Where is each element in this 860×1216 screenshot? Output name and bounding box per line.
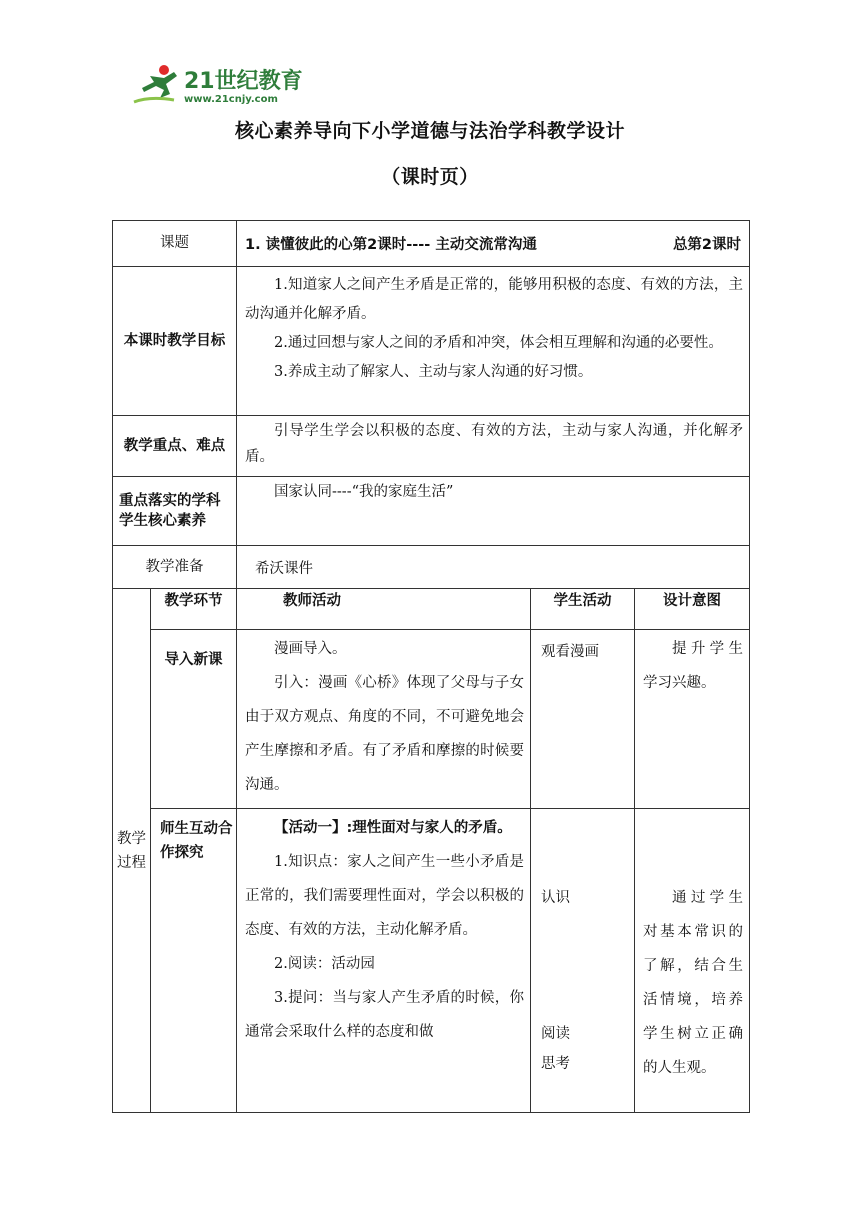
column-header: 设计意图 (635, 589, 750, 630)
student-activity: 认识 (541, 890, 570, 906)
logo (130, 62, 310, 108)
student-activity: 观看漫画 (531, 630, 635, 809)
logo-brand: 21世纪教育 (184, 69, 303, 94)
logo-url: www.21cnjy.com (184, 94, 278, 105)
process-label: 教学过程 (113, 589, 151, 1113)
design-intent: 通过学生对基本常识的了解，结合生活情境，培养学生树立正确的人生观。 (643, 890, 744, 1076)
page-subtitle: （课时页） (381, 166, 479, 188)
stage-label: 师生互动合作探究 (151, 809, 237, 1113)
core-literacy-value: 国家认同----“我的家庭生活” (274, 484, 454, 500)
teacher-activity: 引入：漫画《心桥》体现了父母与子女由于双方观点、角度的不同，不可避免地会产生摩擦和矛盾。有了矛盾和摩擦的时候要沟通。 (245, 675, 524, 793)
objective-item: 2.通过回想与家人之间的矛盾和冲突，体会相互理解和沟通的必要性。 (274, 335, 723, 351)
core-literacy-label: 重点落实的学科学生核心素养 (113, 477, 237, 546)
column-header: 教师活动 (237, 589, 531, 630)
preparation-label: 教学准备 (113, 546, 237, 589)
objective-item: 1.知道家人之间产生矛盾是正常的，能够用积极的态度、有效的方法，主动沟通并化解矛盾。 (245, 277, 744, 322)
objective-item: 3.养成主动了解家人、主动与家人沟通的好习惯。 (274, 364, 593, 380)
objectives-row (113, 267, 750, 416)
preparation-row (113, 546, 750, 589)
teacher-activity: 1.知识点：家人之间产生一些小矛盾是正常的，我们需要理性面对，学会以积极的态度、有效的方法，主动化解矛盾。 (245, 854, 524, 938)
preparation-value: 希沃课件 (237, 546, 750, 589)
teacher-activity: 2.阅读：活动园 (274, 956, 375, 972)
teacher-activity: 3.提问：当与家人产生矛盾的时候，你通常会采取什么样的态度和做 (245, 990, 524, 1040)
table-row (113, 630, 750, 809)
key-points-value: 引导学生学会以积极的态度、有效的方法，主动与家人沟通，并化解矛盾。 (245, 423, 744, 465)
key-points-label: 教学重点、难点 (113, 416, 237, 477)
table-row (113, 809, 750, 1113)
process-header-row (113, 589, 750, 630)
runner-icon (134, 65, 177, 102)
topic-row (113, 221, 750, 267)
column-header: 教学环节 (151, 589, 237, 630)
activity-heading: 【活动一】:理性面对与家人的矛盾。 (274, 820, 512, 836)
page-title: 核心素养导向下小学道德与法治学科教学设计 (234, 120, 625, 142)
teacher-activity: 漫画导入。 (274, 641, 347, 657)
topic-total: 总第2课时 (672, 237, 742, 253)
design-intent: 提升学生学习兴趣。 (643, 641, 744, 691)
key-points-row (113, 416, 750, 477)
objectives-label: 本课时教学目标 (113, 267, 237, 416)
student-activity: 阅读 (541, 1026, 570, 1042)
student-activity: 思考 (541, 1056, 570, 1072)
lesson-plan-table (112, 220, 750, 1113)
topic-label: 课题 (113, 221, 237, 267)
column-header: 学生活动 (531, 589, 635, 630)
stage-label: 导入新课 (151, 630, 237, 809)
topic-value: 1. 读懂彼此的心第2课时---- 主动交流常沟通 (245, 237, 537, 253)
core-literacy-row (113, 477, 750, 546)
